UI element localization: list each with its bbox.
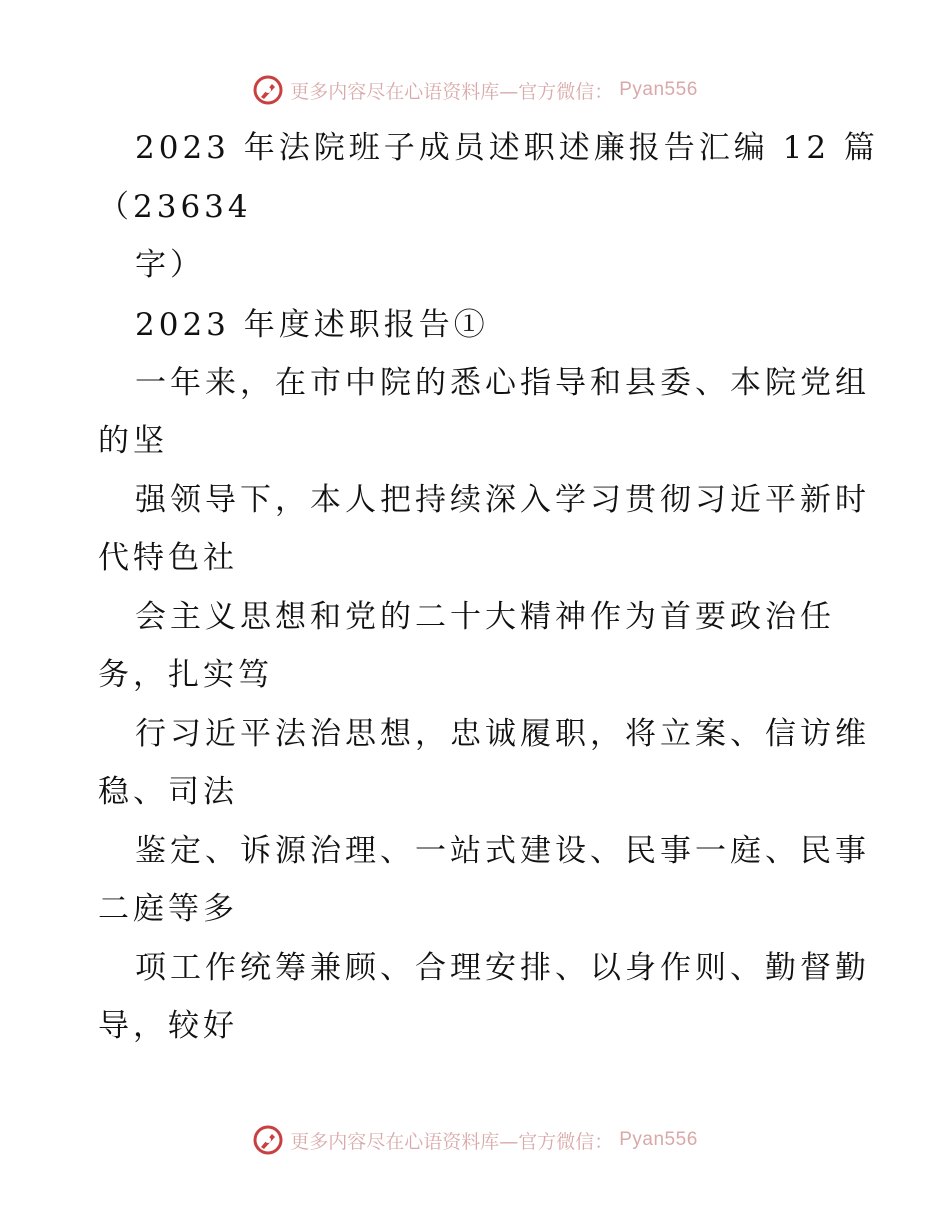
watermark-text: 更多内容尽在心语资料库—官方微信： bbox=[290, 1130, 614, 1153]
document-title-end: 字） bbox=[135, 247, 205, 283]
paragraph-line: 强领导下，本人把持续深入学习贯彻习近平新时 bbox=[135, 482, 870, 518]
paragraph-line: 二庭等多 bbox=[98, 891, 238, 927]
paragraph-line: 稳、司法 bbox=[98, 774, 238, 810]
paragraph-line: 代特色社 bbox=[98, 540, 238, 576]
paragraph-line: 项工作统筹兼顾、合理安排、以身作则、勤督勤 bbox=[135, 950, 870, 986]
document-title: 2023 年法院班子成员述职述廉报告汇编 12 篇 bbox=[135, 130, 879, 166]
paragraph-line: 会主义思想和党的二十大精神作为首要政治任 bbox=[135, 599, 835, 635]
paragraph-line: 的坚 bbox=[98, 423, 168, 459]
watermark-text: 更多内容尽在心语资料库—官方微信： bbox=[290, 80, 614, 103]
watermark-wechat-id: Pyan556 bbox=[619, 79, 698, 100]
paragraph-line: 鉴定、诉源治理、一站式建设、民事一庭、民事 bbox=[135, 833, 870, 869]
document-title-continued: （23634 bbox=[98, 189, 252, 225]
paragraph-line: 导，较好 bbox=[98, 1008, 238, 1044]
footer-watermark bbox=[0, 1120, 950, 1160]
red-circle-pen-logo-icon bbox=[252, 1124, 284, 1156]
watermark-wechat-id: Pyan556 bbox=[619, 1129, 698, 1150]
paragraph-line: 行习近平法治思想，忠诚履职，将立案、信访维 bbox=[135, 716, 870, 752]
paragraph-line: 一年来，在市中院的悉心指导和县委、本院党组 bbox=[135, 365, 870, 401]
section-heading: 2023 年度述职报告① bbox=[135, 307, 489, 343]
paragraph-line: 务，扎实笃 bbox=[98, 657, 273, 693]
